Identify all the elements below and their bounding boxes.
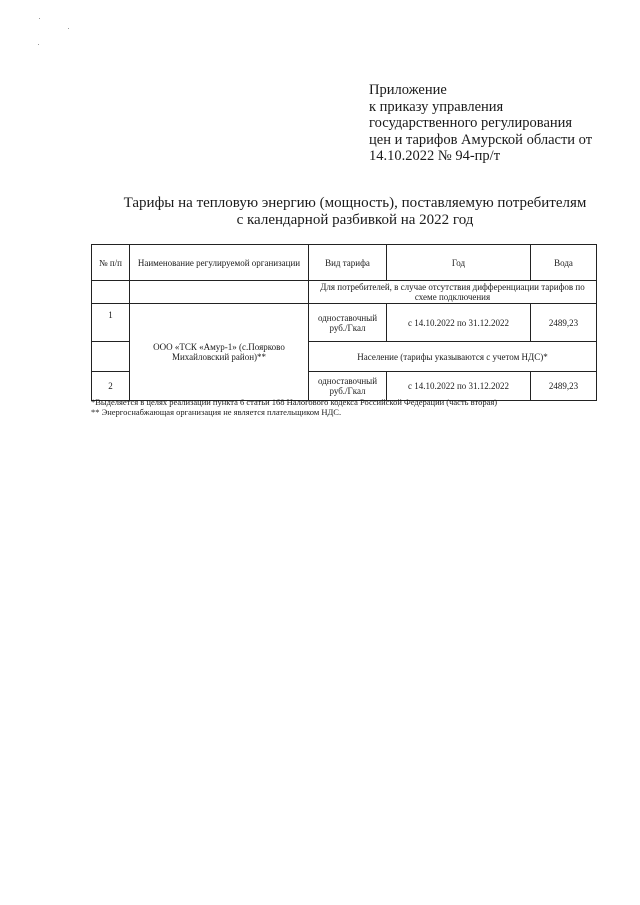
scan-speck bbox=[38, 44, 39, 45]
appendix-line: цен и тарифов Амурской области от bbox=[369, 131, 593, 148]
footnote-vat: *Выделяется в целях реализации пункта 6 статьи 168 Налогового кодекса Российской Федерации (часть вторая) bbox=[91, 397, 498, 407]
header-water: Вода bbox=[531, 245, 597, 281]
appendix-line: государственного регулирования bbox=[369, 115, 573, 131]
tariff-period: с 14.10.2022 по 31.12.2022 bbox=[387, 372, 531, 401]
tariff-value: 2489,23 bbox=[531, 304, 597, 342]
footnotes bbox=[91, 397, 611, 417]
header-organization: Наименование регулируемой организации bbox=[130, 245, 309, 281]
appendix-block bbox=[369, 82, 609, 165]
section-label: Для потребителей, в случае отсутствия дифференциации тарифов по схеме подключения bbox=[309, 281, 597, 304]
header-year: Год bbox=[387, 245, 531, 281]
scan-speck bbox=[39, 18, 40, 19]
empty-cell bbox=[130, 281, 309, 304]
empty-cell bbox=[92, 281, 130, 304]
appendix-line: Приложение bbox=[369, 82, 447, 98]
row-number: 2 bbox=[92, 372, 130, 401]
section-row bbox=[92, 281, 597, 304]
title-line-2: с календарной разбивкой на 2022 год bbox=[236, 212, 474, 228]
footnote-non-vat-payer: ** Энергоснабжающая организация не является плательщиком НДС. bbox=[91, 407, 342, 417]
scan-speck bbox=[68, 28, 69, 29]
tariff-type: одноставочный руб./Гкал bbox=[309, 372, 387, 401]
row-number: 1 bbox=[92, 304, 130, 342]
title-line-1: Тарифы на тепловую энергию (мощность), поставляемую потребителям bbox=[123, 195, 587, 211]
section-label: Население (тарифы указываются с учетом НДС)* bbox=[309, 342, 597, 372]
appendix-line: к приказу управления bbox=[369, 98, 504, 115]
tariff-period: с 14.10.2022 по 31.12.2022 bbox=[387, 304, 531, 342]
appendix-line: 14.10.2022 № 94-пр/т bbox=[369, 148, 501, 164]
organization-name: ООО «ТСК «Амур-1» (с.Поярково Михайловский район)** bbox=[130, 304, 309, 401]
table-row bbox=[92, 304, 597, 342]
table-header-row bbox=[92, 245, 597, 281]
tariff-type: одноставочный руб./Гкал bbox=[309, 304, 387, 342]
header-num: № п/п bbox=[92, 245, 130, 281]
header-tariff-type: Вид тарифа bbox=[309, 245, 387, 281]
tariffs-table bbox=[91, 244, 597, 401]
tariff-value: 2489,23 bbox=[531, 372, 597, 401]
document-title bbox=[100, 195, 610, 229]
empty-cell bbox=[92, 342, 130, 372]
